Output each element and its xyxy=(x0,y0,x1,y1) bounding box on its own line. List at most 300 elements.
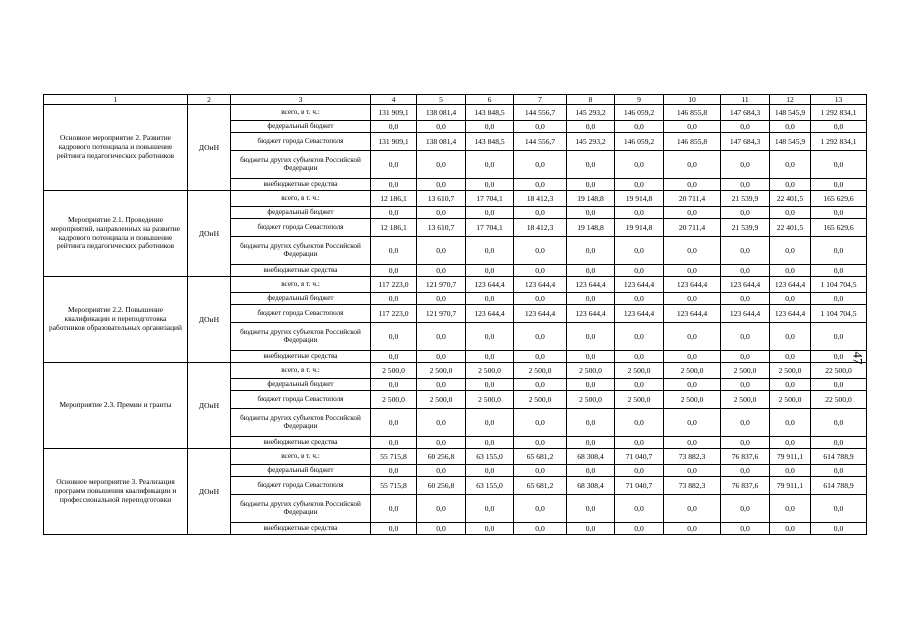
amount-cell: 123 644,4 xyxy=(567,305,615,323)
funding-source: бюджет города Севастополя xyxy=(231,477,371,495)
amount-cell: 0,0 xyxy=(811,293,867,305)
amount-cell: 0,0 xyxy=(417,495,466,523)
amount-cell: 0,0 xyxy=(417,179,466,191)
amount-cell: 0,0 xyxy=(811,179,867,191)
amount-cell: 0,0 xyxy=(811,379,867,391)
activity-name: Мероприятие 2.1. Проведение мероприятий, направленных на развитие кадрового потенциала и повышение рейтинга педагогических работников xyxy=(44,191,188,277)
amount-cell: 0,0 xyxy=(664,379,721,391)
amount-cell: 68 308,4 xyxy=(567,449,615,465)
amount-cell: 19 914,8 xyxy=(615,191,664,207)
amount-cell: 63 155,0 xyxy=(466,449,514,465)
amount-cell: 0,0 xyxy=(721,437,770,449)
column-number: 9 xyxy=(615,95,664,105)
amount-cell: 0,0 xyxy=(664,323,721,351)
amount-cell: 0,0 xyxy=(664,523,721,535)
amount-cell: 138 081,4 xyxy=(417,105,466,121)
amount-cell: 0,0 xyxy=(371,237,417,265)
amount-cell: 0,0 xyxy=(615,379,664,391)
amount-cell: 146 059,2 xyxy=(615,105,664,121)
amount-cell: 614 788,9 xyxy=(811,449,867,465)
funding-source: федеральный бюджет xyxy=(231,207,371,219)
amount-cell: 0,0 xyxy=(417,207,466,219)
amount-cell: 1 104 704,5 xyxy=(811,305,867,323)
amount-cell: 55 715,8 xyxy=(371,477,417,495)
amount-cell: 0,0 xyxy=(466,495,514,523)
amount-cell: 19 914,8 xyxy=(615,219,664,237)
amount-cell: 2 500,0 xyxy=(770,391,811,409)
amount-cell: 0,0 xyxy=(615,207,664,219)
amount-cell: 2 500,0 xyxy=(514,363,567,379)
amount-cell: 123 644,4 xyxy=(466,305,514,323)
funding-source: внебюджетные средства xyxy=(231,523,371,535)
amount-cell: 0,0 xyxy=(371,437,417,449)
amount-cell: 22 401,5 xyxy=(770,191,811,207)
funding-source: федеральный бюджет xyxy=(231,379,371,391)
amount-cell: 144 556,7 xyxy=(514,133,567,151)
amount-cell: 13 610,7 xyxy=(417,219,466,237)
amount-cell: 0,0 xyxy=(664,237,721,265)
amount-cell: 0,0 xyxy=(466,207,514,219)
amount-cell: 0,0 xyxy=(417,237,466,265)
amount-cell: 165 629,6 xyxy=(811,191,867,207)
amount-cell: 123 644,4 xyxy=(664,277,721,293)
amount-cell: 0,0 xyxy=(371,323,417,351)
amount-cell: 0,0 xyxy=(466,151,514,179)
amount-cell: 123 644,4 xyxy=(615,277,664,293)
funding-source: внебюджетные средства xyxy=(231,179,371,191)
amount-cell: 0,0 xyxy=(664,465,721,477)
amount-cell: 145 293,2 xyxy=(567,133,615,151)
amount-cell: 2 500,0 xyxy=(514,391,567,409)
amount-cell: 0,0 xyxy=(770,179,811,191)
amount-cell: 63 155,0 xyxy=(466,477,514,495)
amount-cell: 0,0 xyxy=(811,351,867,363)
amount-cell: 0,0 xyxy=(417,323,466,351)
amount-cell: 0,0 xyxy=(664,151,721,179)
amount-cell: 22 500,0 xyxy=(811,391,867,409)
table-row xyxy=(44,363,867,379)
amount-cell: 76 837,6 xyxy=(721,477,770,495)
amount-cell: 0,0 xyxy=(371,121,417,133)
amount-cell: 0,0 xyxy=(770,351,811,363)
amount-cell: 79 911,1 xyxy=(770,477,811,495)
amount-cell: 0,0 xyxy=(721,207,770,219)
amount-cell: 0,0 xyxy=(371,179,417,191)
amount-cell: 0,0 xyxy=(811,151,867,179)
amount-cell: 2 500,0 xyxy=(615,391,664,409)
funding-source: федеральный бюджет xyxy=(231,293,371,305)
amount-cell: 0,0 xyxy=(567,265,615,277)
amount-cell: 0,0 xyxy=(567,437,615,449)
amount-cell: 79 911,1 xyxy=(770,449,811,465)
amount-cell: 0,0 xyxy=(466,293,514,305)
amount-cell: 0,0 xyxy=(664,495,721,523)
amount-cell: 0,0 xyxy=(811,437,867,449)
amount-cell: 2 500,0 xyxy=(371,363,417,379)
amount-cell: 0,0 xyxy=(514,437,567,449)
amount-cell: 20 711,4 xyxy=(664,191,721,207)
amount-cell: 0,0 xyxy=(770,495,811,523)
amount-cell: 2 500,0 xyxy=(567,391,615,409)
amount-cell: 0,0 xyxy=(811,265,867,277)
amount-cell: 2 500,0 xyxy=(417,363,466,379)
amount-cell: 0,0 xyxy=(615,265,664,277)
amount-cell: 0,0 xyxy=(770,265,811,277)
amount-cell: 2 500,0 xyxy=(417,391,466,409)
amount-cell: 0,0 xyxy=(721,237,770,265)
amount-cell: 0,0 xyxy=(567,379,615,391)
amount-cell: 0,0 xyxy=(770,379,811,391)
table-row xyxy=(44,277,867,293)
amount-cell: 0,0 xyxy=(615,523,664,535)
amount-cell: 0,0 xyxy=(371,409,417,437)
amount-cell: 20 711,4 xyxy=(664,219,721,237)
amount-cell: 0,0 xyxy=(615,495,664,523)
column-number: 3 xyxy=(231,95,371,105)
column-number-row xyxy=(44,95,867,105)
amount-cell: 123 644,4 xyxy=(664,305,721,323)
amount-cell: 143 848,5 xyxy=(466,105,514,121)
amount-cell: 22 401,5 xyxy=(770,219,811,237)
amount-cell: 0,0 xyxy=(371,351,417,363)
amount-cell: 0,0 xyxy=(770,121,811,133)
amount-cell: 123 644,4 xyxy=(770,277,811,293)
amount-cell: 0,0 xyxy=(615,465,664,477)
amount-cell: 21 539,9 xyxy=(721,191,770,207)
amount-cell: 0,0 xyxy=(664,207,721,219)
amount-cell: 0,0 xyxy=(371,207,417,219)
amount-cell: 0,0 xyxy=(514,323,567,351)
amount-cell: 0,0 xyxy=(721,523,770,535)
amount-cell: 0,0 xyxy=(417,437,466,449)
amount-cell: 0,0 xyxy=(567,523,615,535)
funding-source: бюджет города Севастополя xyxy=(231,305,371,323)
amount-cell: 0,0 xyxy=(615,323,664,351)
amount-cell: 123 644,4 xyxy=(721,305,770,323)
amount-cell: 0,0 xyxy=(466,265,514,277)
amount-cell: 17 704,1 xyxy=(466,219,514,237)
amount-cell: 2 500,0 xyxy=(664,391,721,409)
amount-cell: 0,0 xyxy=(770,207,811,219)
table-row xyxy=(44,191,867,207)
amount-cell: 1 292 834,1 xyxy=(811,105,867,121)
amount-cell: 131 909,1 xyxy=(371,133,417,151)
amount-cell: 0,0 xyxy=(514,265,567,277)
amount-cell: 0,0 xyxy=(417,465,466,477)
amount-cell: 147 684,3 xyxy=(721,105,770,121)
amount-cell: 71 040,7 xyxy=(615,477,664,495)
amount-cell: 0,0 xyxy=(514,465,567,477)
amount-cell: 2 500,0 xyxy=(770,363,811,379)
amount-cell: 117 223,0 xyxy=(371,305,417,323)
amount-cell: 2 500,0 xyxy=(466,391,514,409)
amount-cell: 0,0 xyxy=(770,151,811,179)
amount-cell: 0,0 xyxy=(466,323,514,351)
activity-name: Основное мероприятие 2. Развитие кадрового потенциала и повышение рейтинга педагогических работников xyxy=(44,105,188,191)
amount-cell: 0,0 xyxy=(664,265,721,277)
amount-cell: 0,0 xyxy=(371,523,417,535)
amount-cell: 147 684,3 xyxy=(721,133,770,151)
amount-cell: 0,0 xyxy=(466,351,514,363)
executor: ДОиН xyxy=(188,363,231,449)
amount-cell: 13 610,7 xyxy=(417,191,466,207)
amount-cell: 131 909,1 xyxy=(371,105,417,121)
amount-cell: 123 644,4 xyxy=(514,305,567,323)
amount-cell: 0,0 xyxy=(514,151,567,179)
amount-cell: 0,0 xyxy=(417,151,466,179)
amount-cell: 71 040,7 xyxy=(615,449,664,465)
amount-cell: 2 500,0 xyxy=(466,363,514,379)
amount-cell: 17 704,1 xyxy=(466,191,514,207)
amount-cell: 0,0 xyxy=(514,293,567,305)
funding-source: федеральный бюджет xyxy=(231,121,371,133)
amount-cell: 19 148,8 xyxy=(567,219,615,237)
amount-cell: 65 681,2 xyxy=(514,449,567,465)
table-body xyxy=(44,105,867,535)
amount-cell: 0,0 xyxy=(514,179,567,191)
amount-cell: 146 855,8 xyxy=(664,105,721,121)
activity-name: Основное мероприятие 3. Реализация программ повышения квалификации и профессиональной переподготовки xyxy=(44,449,188,535)
funding-source: всего, в т. ч.: xyxy=(231,363,371,379)
column-number: 1 xyxy=(44,95,188,105)
funding-source: всего, в т. ч.: xyxy=(231,191,371,207)
amount-cell: 0,0 xyxy=(811,495,867,523)
amount-cell: 0,0 xyxy=(811,121,867,133)
column-number: 5 xyxy=(417,95,466,105)
amount-cell: 19 148,8 xyxy=(567,191,615,207)
amount-cell: 146 855,8 xyxy=(664,133,721,151)
amount-cell: 0,0 xyxy=(770,323,811,351)
funding-source: бюджеты других субъектов Российской Федерации xyxy=(231,237,371,265)
amount-cell: 123 644,4 xyxy=(514,277,567,293)
amount-cell: 0,0 xyxy=(466,437,514,449)
amount-cell: 0,0 xyxy=(514,495,567,523)
amount-cell: 0,0 xyxy=(514,379,567,391)
column-number: 12 xyxy=(770,95,811,105)
amount-cell: 0,0 xyxy=(567,121,615,133)
column-number: 7 xyxy=(514,95,567,105)
amount-cell: 0,0 xyxy=(466,465,514,477)
funding-source: бюджеты других субъектов Российской Федерации xyxy=(231,151,371,179)
amount-cell: 0,0 xyxy=(615,237,664,265)
amount-cell: 0,0 xyxy=(371,495,417,523)
amount-cell: 2 500,0 xyxy=(721,363,770,379)
column-number: 8 xyxy=(567,95,615,105)
amount-cell: 0,0 xyxy=(567,179,615,191)
amount-cell: 0,0 xyxy=(721,379,770,391)
funding-source: всего, в т. ч.: xyxy=(231,449,371,465)
amount-cell: 65 681,2 xyxy=(514,477,567,495)
amount-cell: 18 412,3 xyxy=(514,191,567,207)
amount-cell: 0,0 xyxy=(721,293,770,305)
amount-cell: 0,0 xyxy=(721,265,770,277)
amount-cell: 73 882,3 xyxy=(664,449,721,465)
amount-cell: 0,0 xyxy=(417,409,466,437)
amount-cell: 12 186,1 xyxy=(371,191,417,207)
funding-source: бюджеты других субъектов Российской Федерации xyxy=(231,409,371,437)
amount-cell: 2 500,0 xyxy=(615,363,664,379)
amount-cell: 0,0 xyxy=(811,323,867,351)
amount-cell: 0,0 xyxy=(567,151,615,179)
amount-cell: 0,0 xyxy=(664,351,721,363)
executor: ДОиН xyxy=(188,105,231,191)
amount-cell: 0,0 xyxy=(770,523,811,535)
funding-source: всего, в т. ч.: xyxy=(231,277,371,293)
amount-cell: 0,0 xyxy=(567,237,615,265)
amount-cell: 21 539,9 xyxy=(721,219,770,237)
amount-cell: 68 308,4 xyxy=(567,477,615,495)
amount-cell: 0,0 xyxy=(721,323,770,351)
amount-cell: 0,0 xyxy=(567,323,615,351)
amount-cell: 0,0 xyxy=(466,121,514,133)
amount-cell: 0,0 xyxy=(417,523,466,535)
column-number: 6 xyxy=(466,95,514,105)
funding-source: внебюджетные средства xyxy=(231,351,371,363)
activity-name: Мероприятие 2.2. Повышение квалификации и переподготовка работников образовательных организаций xyxy=(44,277,188,363)
amount-cell: 60 256,8 xyxy=(417,477,466,495)
funding-source: внебюджетные средства xyxy=(231,437,371,449)
column-number: 10 xyxy=(664,95,721,105)
amount-cell: 22 500,0 xyxy=(811,363,867,379)
activity-name: Мероприятие 2.3. Премии и гранты xyxy=(44,363,188,449)
amount-cell: 145 293,2 xyxy=(567,105,615,121)
funding-source: бюджеты других субъектов Российской Федерации xyxy=(231,323,371,351)
executor: ДОиН xyxy=(188,277,231,363)
amount-cell: 0,0 xyxy=(466,409,514,437)
amount-cell: 0,0 xyxy=(466,237,514,265)
amount-cell: 2 500,0 xyxy=(371,391,417,409)
funding-source: бюджет города Севастополя xyxy=(231,219,371,237)
amount-cell: 614 788,9 xyxy=(811,477,867,495)
amount-cell: 2 500,0 xyxy=(664,363,721,379)
amount-cell: 0,0 xyxy=(721,495,770,523)
amount-cell: 12 186,1 xyxy=(371,219,417,237)
amount-cell: 0,0 xyxy=(371,265,417,277)
amount-cell: 0,0 xyxy=(567,465,615,477)
amount-cell: 0,0 xyxy=(721,179,770,191)
amount-cell: 0,0 xyxy=(811,237,867,265)
amount-cell: 144 556,7 xyxy=(514,105,567,121)
funding-source: бюджеты других субъектов Российской Федерации xyxy=(231,495,371,523)
funding-source: всего, в т. ч.: xyxy=(231,105,371,121)
amount-cell: 121 970,7 xyxy=(417,305,466,323)
amount-cell: 138 081,4 xyxy=(417,133,466,151)
budget-table xyxy=(43,94,867,535)
funding-source: федеральный бюджет xyxy=(231,465,371,477)
amount-cell: 146 059,2 xyxy=(615,133,664,151)
amount-cell: 0,0 xyxy=(514,207,567,219)
amount-cell: 148 545,9 xyxy=(770,105,811,121)
amount-cell: 0,0 xyxy=(664,121,721,133)
amount-cell: 0,0 xyxy=(417,265,466,277)
amount-cell: 0,0 xyxy=(567,495,615,523)
amount-cell: 0,0 xyxy=(466,179,514,191)
amount-cell: 0,0 xyxy=(417,351,466,363)
amount-cell: 121 970,7 xyxy=(417,277,466,293)
amount-cell: 0,0 xyxy=(664,409,721,437)
amount-cell: 0,0 xyxy=(417,379,466,391)
amount-cell: 165 629,6 xyxy=(811,219,867,237)
amount-cell: 2 500,0 xyxy=(721,391,770,409)
amount-cell: 0,0 xyxy=(770,237,811,265)
amount-cell: 76 837,6 xyxy=(721,449,770,465)
amount-cell: 123 644,4 xyxy=(567,277,615,293)
amount-cell: 0,0 xyxy=(567,293,615,305)
amount-cell: 0,0 xyxy=(417,121,466,133)
amount-cell: 143 848,5 xyxy=(466,133,514,151)
column-number: 4 xyxy=(371,95,417,105)
amount-cell: 0,0 xyxy=(417,293,466,305)
amount-cell: 0,0 xyxy=(811,207,867,219)
amount-cell: 0,0 xyxy=(811,523,867,535)
amount-cell: 73 882,3 xyxy=(664,477,721,495)
amount-cell: 1 104 704,5 xyxy=(811,277,867,293)
amount-cell: 0,0 xyxy=(514,237,567,265)
amount-cell: 0,0 xyxy=(811,409,867,437)
amount-cell: 0,0 xyxy=(721,465,770,477)
amount-cell: 1 292 834,1 xyxy=(811,133,867,151)
amount-cell: 123 644,4 xyxy=(770,305,811,323)
amount-cell: 0,0 xyxy=(371,379,417,391)
funding-source: внебюджетные средства xyxy=(231,265,371,277)
table-row xyxy=(44,449,867,465)
amount-cell: 123 644,4 xyxy=(466,277,514,293)
amount-cell: 0,0 xyxy=(567,207,615,219)
amount-cell: 0,0 xyxy=(514,409,567,437)
amount-cell: 0,0 xyxy=(514,121,567,133)
amount-cell: 0,0 xyxy=(615,293,664,305)
amount-cell: 0,0 xyxy=(615,151,664,179)
amount-cell: 0,0 xyxy=(615,409,664,437)
amount-cell: 0,0 xyxy=(770,437,811,449)
amount-cell: 0,0 xyxy=(615,437,664,449)
executor: ДОиН xyxy=(188,191,231,277)
amount-cell: 123 644,4 xyxy=(615,305,664,323)
amount-cell: 0,0 xyxy=(615,179,664,191)
amount-cell: 123 644,4 xyxy=(721,277,770,293)
amount-cell: 0,0 xyxy=(811,465,867,477)
funding-source: бюджет города Севастополя xyxy=(231,391,371,409)
amount-cell: 0,0 xyxy=(664,293,721,305)
amount-cell: 148 545,9 xyxy=(770,133,811,151)
page-number: 47 xyxy=(850,351,866,365)
amount-cell: 60 256,8 xyxy=(417,449,466,465)
amount-cell: 117 223,0 xyxy=(371,277,417,293)
amount-cell: 0,0 xyxy=(371,465,417,477)
amount-cell: 2 500,0 xyxy=(567,363,615,379)
amount-cell: 55 715,8 xyxy=(371,449,417,465)
executor: ДОиН xyxy=(188,449,231,535)
amount-cell: 0,0 xyxy=(615,351,664,363)
amount-cell: 0,0 xyxy=(770,409,811,437)
table-row xyxy=(44,105,867,121)
amount-cell: 0,0 xyxy=(721,151,770,179)
column-number: 13 xyxy=(811,95,867,105)
amount-cell: 0,0 xyxy=(770,293,811,305)
amount-cell: 0,0 xyxy=(514,523,567,535)
amount-cell: 0,0 xyxy=(466,379,514,391)
amount-cell: 0,0 xyxy=(770,465,811,477)
amount-cell: 0,0 xyxy=(664,437,721,449)
amount-cell: 18 412,3 xyxy=(514,219,567,237)
amount-cell: 0,0 xyxy=(721,409,770,437)
amount-cell: 0,0 xyxy=(721,351,770,363)
column-number: 2 xyxy=(188,95,231,105)
amount-cell: 0,0 xyxy=(371,151,417,179)
amount-cell: 0,0 xyxy=(371,293,417,305)
amount-cell: 0,0 xyxy=(466,523,514,535)
amount-cell: 0,0 xyxy=(514,351,567,363)
